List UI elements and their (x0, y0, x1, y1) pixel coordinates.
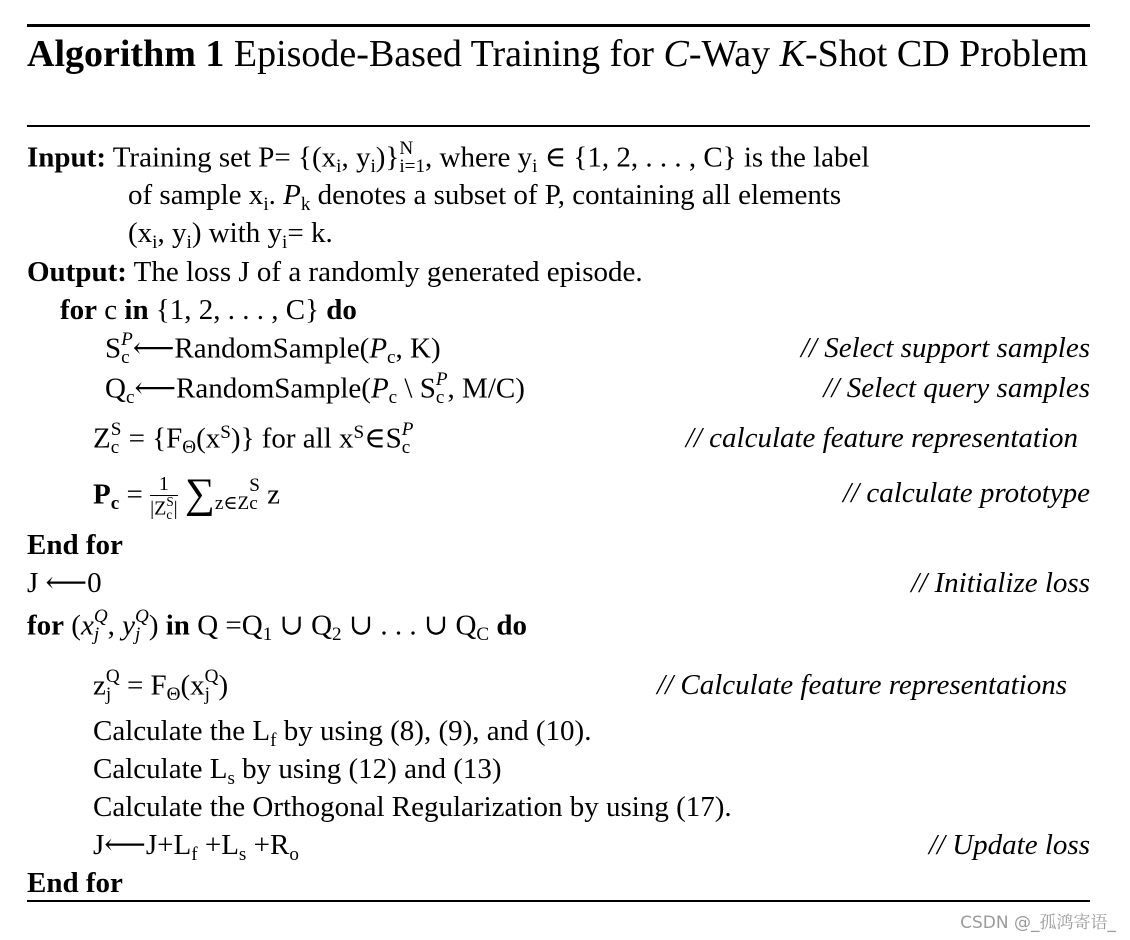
query-feature-line: z Q j = $F_\Theta(x$ Q j ) (93, 666, 229, 706)
comment-update: // Update loss (928, 829, 1090, 861)
watermark: CSDN @_孤鸿寄语_ (960, 913, 1116, 933)
update-loss-line: $J⟵J+L_f +L_s +R_o$ (93, 829, 299, 865)
calc-lf-line: Calculate the $L_f$ by using (8), (9), and (10). (93, 715, 592, 751)
for-loop-2: for (x Q j , y Q j ) in $Q =Q_1$ ∪ $Q_2$ ∪ . . . ∪ $Q_C$ do (27, 606, 528, 646)
top-rule (27, 24, 1090, 27)
output-line: Output: The loss J of a randomly generated episode. (27, 256, 643, 288)
support-sample-line: S P c $⟵RandomSample(P_c$, K) (105, 329, 441, 369)
prototype-line: $P_c$ = 1 |Z S c | $\sum_{z\in Z}$ S c z (93, 470, 280, 522)
query-sample-line: $Q_c⟵RandomSample(P_c$ \ S P c , M/C) (105, 369, 525, 409)
end-for-2: End for (27, 867, 123, 899)
algorithm-title: Algorithm 1 Episode-Based Training for C-Way K-Shot CD Problem (27, 33, 1088, 75)
feature-line: Z S c = $\{F_\Theta(x^S)\}$ for all $x^S\in S$ P c (93, 419, 414, 459)
end-for-1: End for (27, 529, 123, 561)
calc-ls-line: Calculate $L_s$ by using (12) and (13) (93, 753, 502, 789)
title-rule (27, 125, 1090, 127)
comment-feature: // calculate feature representation (685, 422, 1078, 454)
init-loss-line: J ⟵0 (27, 567, 102, 599)
input-line-2: of sample $x_i$. $P_k$ denotes a subset of P, containing all elements (128, 179, 842, 215)
calc-ortho-line: Calculate the Orthogonal Regularization by using (17). (93, 791, 732, 823)
input-line-1: Input: Training set $P= \{(x_i$, $y_i$)} N i=1 , where $y_i$ ∈ {1, 2, . . . , C} is the label (27, 138, 870, 178)
for-loop-1: for c in {1, 2, . . . , C} do (60, 294, 357, 326)
comment-features2: // Calculate feature representations (657, 669, 1067, 701)
comment-init: // Initialize loss (911, 567, 1090, 599)
comment-query: // Select query samples (823, 372, 1090, 404)
comment-support: // Select support samples (800, 332, 1090, 364)
bottom-rule (27, 900, 1090, 902)
input-line-3: ($x_i$, $y_i$) with $y_i= k$. (128, 217, 333, 253)
comment-prototype: // calculate prototype (843, 477, 1090, 509)
